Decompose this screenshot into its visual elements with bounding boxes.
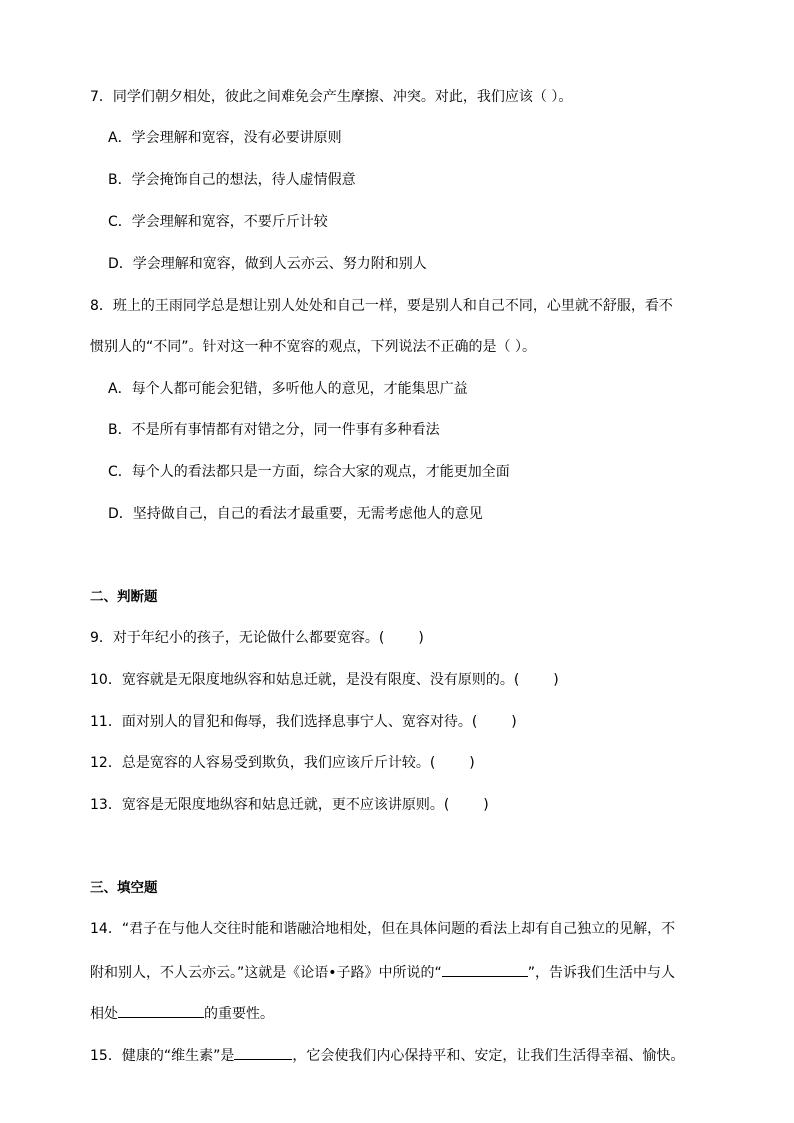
question-14-line-3-text-a: 相处 [90,1006,118,1022]
question-14-line-1: 14．“君子在与他人交往时能和谐融洽地相处，但在具体问题的看法上却有自己独立的见解，不 [90,921,676,937]
judgment-item-10-text: 10．宽容就是无限度地纵容和姑息迁就，是没有限度、没有原则的。( [90,672,520,688]
question-7-option-a: A．学会理解和宽容，没有必要讲原则 [108,130,342,146]
judgment-item-11-text: 11．面对别人的冒犯和侮辱，我们选择息事宁人、宽容对待。( [90,714,478,730]
question-8-option-d: D．坚持做自己，自己的看法才最重要，无需考虑他人的意见 [108,506,483,522]
question-14-line-2-text-b: ”，告诉我们生活中与人 [527,965,676,981]
question-15-text-a: 15．健康的“维生素”是 [90,1048,235,1064]
question-14-line-2-text-a: 附和别人，不人云亦云。”这就是《论语•子路》中所说的“ [90,965,442,981]
judgment-item-13-close: ) [483,797,489,813]
judgment-item-9-text: 9．对于年纪小的孩子，无论做什么都要宽容。( [90,630,385,646]
question-14-line-3-text-b: 的重要性。 [204,1006,274,1022]
section-3-heading: 三、填空题 [90,880,158,896]
judgment-item-10 [90,671,559,689]
question-8-stem-line-1: 8．班上的王雨同学总是想让别人处处和自己一样，要是别人和自己不同，心里就不舒服，看不 [90,298,673,314]
judgment-item-13 [90,796,489,814]
question-7-stem: 7．同学们朝夕相处，彼此之间难免会产生摩擦、冲突。对此，我们应该（ ）。 [90,89,573,105]
question-8-option-b: B．不是所有事情都有对错之分，同一件事有多种看法 [108,422,440,438]
question-8-option-c: C．每个人的看法都只是一方面，综合大家的观点，才能更加全面 [108,464,510,480]
question-14-blank-2[interactable] [118,1003,204,1018]
question-15-text-b: ，它会使我们内心保持平和、安定，让我们生活得幸福、愉快。 [292,1048,685,1064]
judgment-item-9-close: ) [418,630,424,646]
question-8-option-a: A．每个人都可能会犯错，多听他人的意见，才能集思广益 [108,381,468,397]
question-7-option-d: D．学会理解和宽容，做到人云亦云、努力附和别人 [108,256,427,272]
question-7-option-b: B．学会掩饰自己的想法，待人虚情假意 [108,172,356,188]
section-2-heading: 二、判断题 [90,589,158,605]
question-14-blank-1[interactable] [442,962,528,977]
judgment-item-12 [90,754,475,772]
judgment-item-12-text: 12．总是宽容的人容易受到欺负，我们应该斤斤计较。( [90,755,436,771]
question-14-line-2 [90,962,675,982]
judgment-item-10-close: ) [553,672,559,688]
question-15-blank[interactable] [234,1045,292,1060]
judgment-item-9 [90,629,424,647]
judgment-item-12-close: ) [469,755,475,771]
judgment-item-11 [90,713,517,731]
question-7-option-c: C．学会理解和宽容，不要斤斤计较 [108,214,328,230]
question-14-line-3 [90,1003,274,1023]
judgment-item-11-close: ) [511,714,517,730]
judgment-item-13-text: 13．宽容是无限度地纵容和姑息迁就，更不应该讲原则。( [90,797,450,813]
question-8-stem-line-2: 惯别人的“不同”。针对这一种不宽容的观点，下列说法不正确的是（ ）。 [90,339,536,355]
question-15 [90,1045,684,1065]
